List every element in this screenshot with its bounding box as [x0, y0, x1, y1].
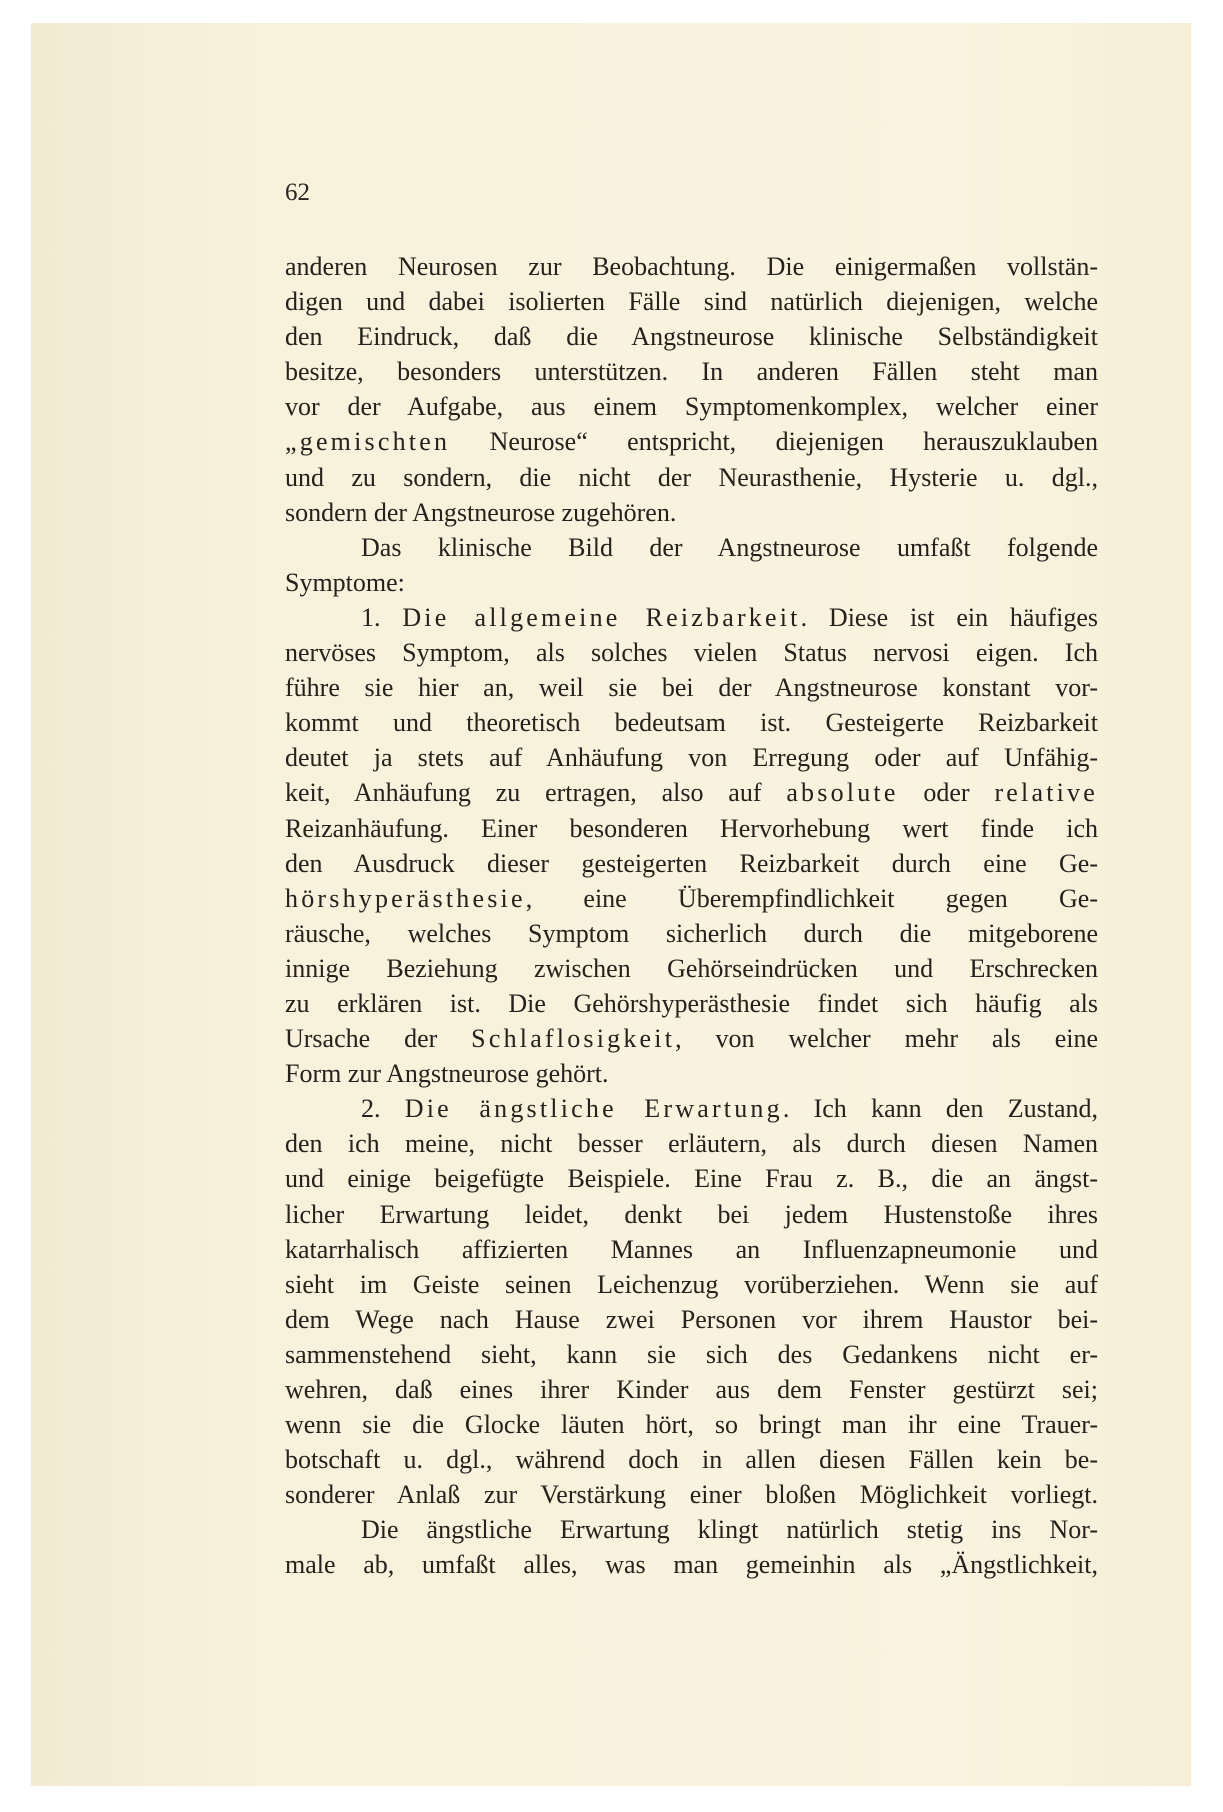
text-segment: Symptome:: [285, 567, 405, 597]
text-line: [285, 1337, 1098, 1372]
text-segment: botschaft u. dgl., während doch in allen diesen Fällen kein be-: [285, 1445, 1098, 1475]
text-segment: keit, Anhäufung zu ertragen, also auf: [285, 778, 787, 808]
text-line: [285, 1547, 1098, 1582]
text-line: [285, 1126, 1098, 1161]
text-segment: den Eindruck, daß die Angstneurose klinische Selbständigkeit: [285, 322, 1098, 352]
text-line: [285, 740, 1098, 775]
text-segment: innige Beziehung zwischen Gehörseindrücken und Erschrecken: [285, 953, 1098, 983]
text-line: [285, 600, 1098, 635]
emphasized-text: Die allgemeine Reizbarkeit: [402, 602, 801, 632]
text-line: [285, 1091, 1098, 1126]
text-line: [285, 319, 1098, 354]
emphasized-text: Schlaflosigkeit: [471, 1024, 676, 1054]
text-line: [285, 846, 1098, 881]
text-segment: katarrhalisch affizierten Mannes an Influenzapneumonie und: [285, 1234, 1098, 1264]
text-line: [285, 1161, 1098, 1196]
text-line: [285, 565, 1098, 600]
text-segment: räusche, welches Symptom sicherlich durch die mitgeborene: [285, 918, 1098, 948]
text-segment: und einige beigefügte Beispiele. Eine Frau z. B., die an ängst-: [285, 1164, 1098, 1194]
text-line: [285, 1512, 1098, 1547]
text-line: [285, 1372, 1098, 1407]
text-segment: sondern der Angstneurose zugehören.: [285, 497, 677, 527]
text-line: [285, 1197, 1098, 1232]
text-segment: . Ich kann den Zustand,: [782, 1094, 1098, 1124]
text-segment: und zu sondern, die nicht der Neurasthenie, Hysterie u. dgl.,: [285, 462, 1098, 492]
text-segment: anderen Neurosen zur Beobachtung. Die einigermaßen vollstän-: [285, 252, 1098, 281]
text-segment: licher Erwartung leidet, denkt bei jedem Hustenstoße ihres: [285, 1199, 1098, 1229]
text-segment: wehren, daß eines ihrer Kinder aus dem Fenster gestürzt sei;: [285, 1375, 1098, 1404]
text-segment: sonderer Anlaß zur Verstärkung einer bloßen Möglichkeit vorliegt.: [285, 1480, 1098, 1510]
page-number: 62: [285, 179, 310, 206]
text-line: [285, 389, 1098, 424]
text-line: [285, 635, 1098, 670]
text-line: [285, 670, 1098, 705]
text-segment: besitze, besonders unterstützen. In anderen Fällen steht man: [285, 357, 1098, 387]
text-segment: zu erklären ist. Die Gehörshyperästhesie findet sich häufig als: [285, 988, 1098, 1018]
text-line: [285, 811, 1098, 846]
text-line: [285, 951, 1098, 986]
text-segment: führe sie hier an, weil sie bei der Angstneurose konstant vor-: [285, 673, 1098, 703]
text-line: [285, 1056, 1098, 1091]
text-line: [285, 1021, 1098, 1056]
text-segment: Das klinische Bild der Angstneurose umfaßt folgende: [361, 532, 1098, 562]
text-line: [285, 495, 1098, 530]
text-line: [285, 986, 1098, 1021]
text-segment: nervöses Symptom, als solches vielen Status nervosi eigen. Ich: [285, 638, 1098, 668]
text-segment: oder: [898, 778, 995, 808]
text-segment: vor der Aufgabe, aus einem Symptomenkomplex, welcher einer: [285, 392, 1098, 422]
text-segment: Ursache der: [285, 1024, 472, 1054]
text-segment: , eine Überempfindlichkeit gegen Ge-: [525, 883, 1098, 913]
text-line: [285, 284, 1098, 319]
text-segment: kommt und theoretisch bedeutsam ist. Gesteigerte Reizbarkeit: [285, 708, 1098, 738]
text-segment: Die ängstliche Erwartung klingt natürlich stetig ins Nor-: [361, 1515, 1098, 1545]
text-line: [285, 1302, 1098, 1337]
text-segment: male ab, umfaßt alles, was man gemeinhin als „Ängstlichkeit,: [285, 1550, 1098, 1580]
body-text: [285, 249, 1098, 1583]
text-segment: . Diese ist ein häufiges: [800, 602, 1099, 632]
text-segment: sammenstehend sieht, kann sie sich des Gedankens nicht er-: [285, 1339, 1098, 1369]
text-line: [285, 249, 1098, 284]
emphasized-text: relative: [994, 778, 1098, 808]
book-page: [31, 23, 1191, 1786]
text-segment: Form zur Angstneurose gehört.: [285, 1059, 609, 1089]
text-line: [285, 1232, 1098, 1267]
text-line: [285, 424, 1098, 459]
emphasized-text: absolute: [786, 778, 899, 808]
text-line: [285, 1477, 1098, 1512]
text-segment: sieht im Geiste seinen Leichenzug vorüberziehen. Wenn sie auf: [285, 1269, 1098, 1299]
text-segment: den Ausdruck dieser gesteigerten Reizbarkeit durch eine Ge-: [285, 848, 1098, 878]
text-segment: deutet ja stets auf Anhäufung von Erregung oder auf Unfähig-: [285, 743, 1098, 773]
text-segment: digen und dabei isolierten Fälle sind natürlich diejenigen, welche: [285, 287, 1098, 317]
emphasized-text: Die ängstliche Erwartung: [404, 1094, 783, 1124]
text-segment: den ich meine, nicht besser erläutern, als durch diesen Namen: [285, 1129, 1098, 1159]
text-line: [285, 530, 1098, 565]
text-line: [285, 354, 1098, 389]
text-line: [285, 1267, 1098, 1302]
text-segment: , von welcher mehr als eine: [675, 1024, 1099, 1054]
emphasized-text: hörshyperästhesie: [285, 883, 526, 913]
text-segment: Neurose“ entspricht, diejenigen herauszuklauben: [450, 427, 1098, 457]
text-segment: dem Wege nach Hause zwei Personen vor ihrem Haustor bei-: [285, 1304, 1098, 1334]
text-segment: 2.: [361, 1094, 405, 1124]
emphasized-text: „gemischten: [285, 427, 451, 457]
text-line: [285, 1407, 1098, 1442]
text-line: [285, 881, 1098, 916]
text-segment: wenn sie die Glocke läuten hört, so bringt man ihr eine Trauer-: [285, 1410, 1098, 1440]
text-line: [285, 460, 1098, 495]
text-line: [285, 1442, 1098, 1477]
text-line: [285, 705, 1098, 740]
text-segment: 1.: [361, 602, 403, 632]
text-line: [285, 916, 1098, 951]
text-line: [285, 775, 1098, 810]
text-segment: Reizanhäufung. Einer besonderen Hervorhebung wert finde ich: [285, 813, 1098, 843]
